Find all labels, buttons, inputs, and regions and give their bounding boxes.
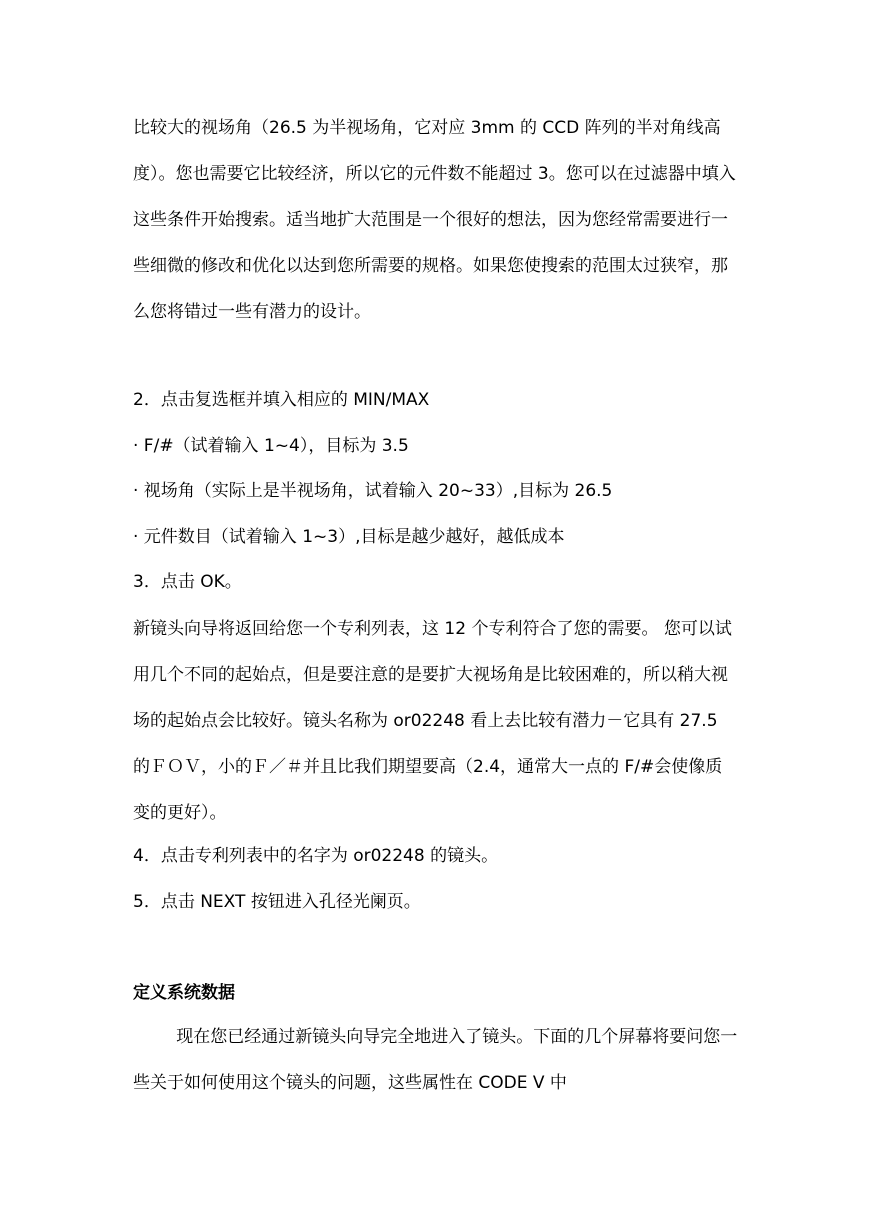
step-4: 4．点击专利列表中的名字为 or02248 的镜头。 [133, 846, 499, 866]
bullet-f-number: · F/#（试着输入 1~4），目标为 3.5 [133, 436, 409, 456]
step-2: 2．点击复选框并填入相应的 MIN/MAX [133, 390, 430, 410]
paragraph-system-data: 现在您已经通过新镜头向导完全地进入了镜头。下面的几个屏幕将要问您一些关于如何使用这个镜头的问题，这些属性在 CODE V 中 [133, 1027, 738, 1093]
step-5: 5．点击 NEXT 按钮进入孔径光阑页。 [133, 892, 421, 912]
bullet-element-count: · 元件数目（试着输入 1~3）,目标是越少越好，越低成本 [133, 527, 565, 547]
step-3: 3．点击 OK。 [133, 572, 242, 592]
paragraph-patent-list: 新镜头向导将返回给您一个专利列表，这 12 个专利符合了您的需要。 您可以试用几个不同的起始点，但是要注意的是要扩大视场角是比较困难的，所以稍大视场的起始点会比较好。镜头名称为 or02248 看上去比较有潜力－它具有 27.5 的ＦＯＶ，小的Ｆ／＃并且比我们期望要高（2.4，通常大一点的 F/#会使像质变的更好）。 [133, 619, 732, 823]
section-heading: 定义系统数据 [133, 983, 235, 1003]
paragraph-intro: 比较大的视场角（26.5 为半视场角，它对应 3mm 的 CCD 阵列的半对角线高度）。您也需要它比较经济，所以它的元件数不能超过 3。您可以在过滤器中填入这些条件开始搜索。适当地扩大范围是一个很好的想法，因为您经常需要进行一些细微的修改和优化以达到您所需要的规格。如果您使搜索的范围太过狭窄，那么您将错过一些有潜力的设计。 [133, 118, 736, 322]
bullet-field-angle: · 视场角（实际上是半视场角，试着输入 20~33）,目标为 26.5 [133, 481, 613, 501]
